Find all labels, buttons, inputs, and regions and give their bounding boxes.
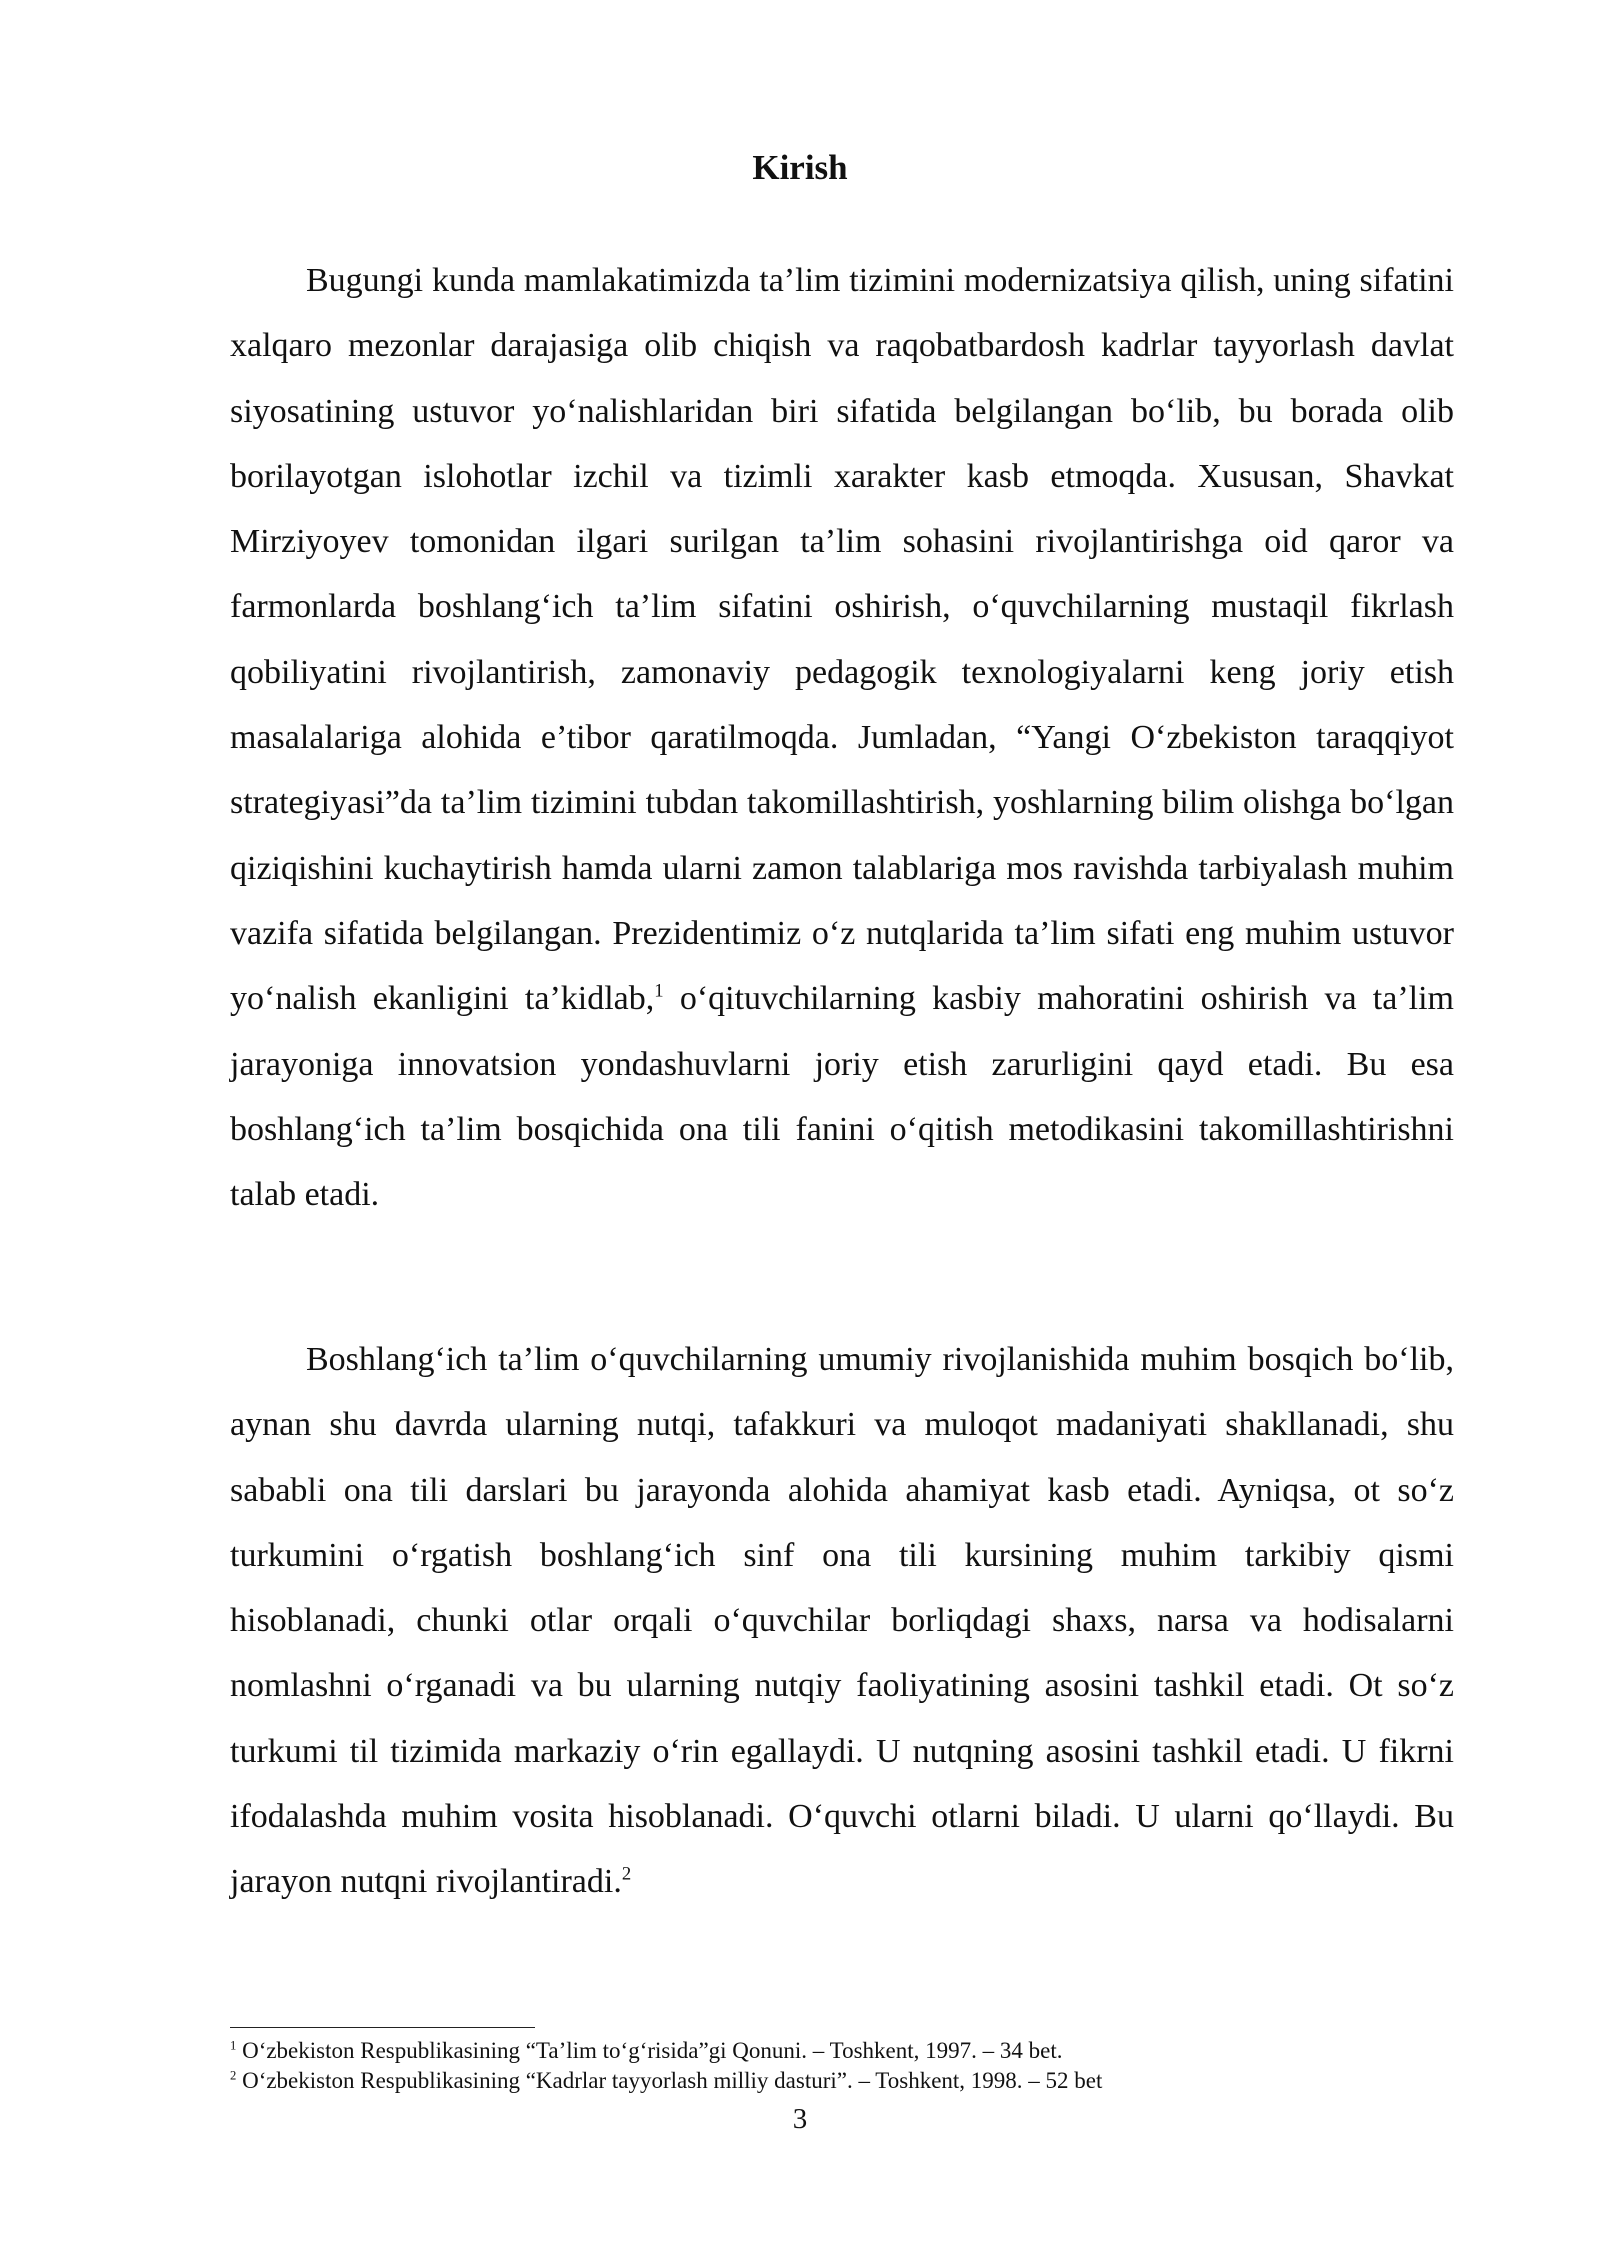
footnote-1 <box>230 2036 1470 2066</box>
body-paragraph-2 <box>230 1327 1454 1915</box>
footnote-ref-1[interactable]: 1 <box>654 980 664 1002</box>
footnote-separator <box>230 2027 535 2028</box>
footnote-ref-2[interactable]: 2 <box>621 1864 632 1886</box>
footnote-2-mark: 2 <box>230 2068 237 2083</box>
footnote-2 <box>230 2066 1470 2096</box>
footnote-1-text: O‘zbekiston Respublikasining “Ta’lim to‘g‘risida”gi Qonuni. – Toshkent, 1997. – 34 bet. <box>236 2038 1063 2063</box>
footnote-1-mark: 1 <box>230 2038 237 2053</box>
paragraph-2-text: Boshlang‘ich ta’lim o‘quvchilarning umumiy rivojlanishida muhim bosqich bo‘lib, aynan shu davrda ularning nutqi, tafakkuri va muloqot madaniyati shakllanadi, shu sababli ona tili darslari bu jarayonda alohida ahamiyat kasb etadi. Ayniqsa, ot so‘z turkumini o‘rgatish boshlang‘ich sinf ona tili kursining muhim tarkibiy qismi hisoblanadi, chunki otlar orqali o‘quvchilar borliqdagi shaxs, narsa va hodisalarni nomlashni o‘rganadi va bu ularning nutqiy faoliyatining asosini tashkil etadi. Ot so‘z turkumi til tizimida markaziy o‘rin egallaydi. U nutqning asosini tashkil etadi. U fikrni ifodalashda muhim vosita hisoblanadi. O‘quvchi otlarni biladi. U ularni qo‘llaydi. Bu jarayon nutqni rivojlantiradi. <box>230 1341 1454 1901</box>
page-title: Kirish <box>752 148 848 187</box>
body-paragraph-1 <box>230 248 1454 1227</box>
paragraph-1-text: Bugungi kunda mamlakatimizda ta’lim tizimini modernizatsiya qilish, uning sifatini xalqaro mezonlar darajasiga olib chiqish va raqobatbardosh kadrlar tayyorlash davlat siyosatining ustuvor yo‘nalishlaridan biri sifatida belgilangan bo‘lib, bu borada olib borilayotgan islohotlar izchil va tizimli xarakter kasb etmoqda. Xususan, Shavkat Mirziyoyev tomonidan ilgari surilgan ta’lim sohasini rivojlantirishga oid qaror va farmonlarda boshlang‘ich ta’lim sifatini oshirish, o‘quvchilarning mustaqil fikrlash qobiliyatini rivojlantirish, zamonaviy pedagogik texnologiyalarni keng joriy etish masalalariga alohida e’tibor qaratilmoqda. Jumladan, “Yangi O‘zbekiston taraqqiyot strategiyasi”da ta’lim tizimini tubdan takomillashtirish, yoshlarning bilim olishga bo‘lgan qiziqishini kuchaytirish hamda ularni zamon talablariga mos ravishda tarbiyalash muhim vazifa sifatida belgilangan. Prezidentimiz o‘z nutqlarida ta’lim sifati eng muhim ustuvor yo‘nalish ekanligini ta’kidlab, <box>230 262 1454 1018</box>
footnote-2-text: O‘zbekiston Respublikasining “Kadrlar tayyorlash milliy dasturi”. – Toshkent, 1998. – 52 bet <box>236 2068 1103 2093</box>
page-number: 3 <box>792 2103 808 2135</box>
paragraph-1-text-cont: o‘qituvchilarning kasbiy mahoratini oshirish va ta’lim jarayoniga innovatsion yondashuvlarni joriy etish zarurligini qayd etadi. Bu esa boshlang‘ich ta’lim bosqichida ona tili fanini o‘qitish metodikasini takomillashtirishni talab etadi. <box>230 980 1454 1214</box>
